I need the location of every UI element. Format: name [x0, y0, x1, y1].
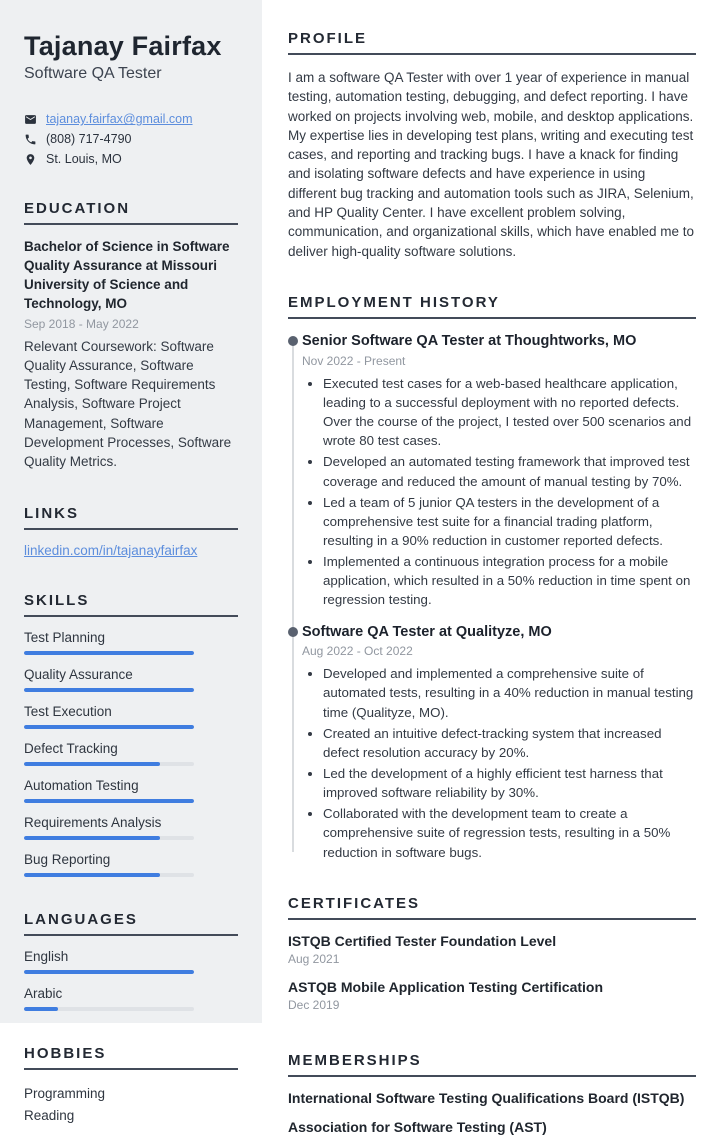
language-name: Arabic: [24, 986, 63, 1002]
job-bullet: • Implemented a continuous integration process for a mobile application, which resulted in a 50% reduction in time spent on regression testing.: [323, 552, 696, 609]
skill-bar-track: [24, 688, 194, 692]
map-pin-icon: [24, 153, 37, 166]
contact-block: [24, 112, 238, 166]
job-bullet: • Executed test cases for a web-based healthcare application, leading to a successful deployment with no reported defects. Over the course of the project, I tested over 500 scenarios and wrote 80 test cases.: [323, 374, 696, 451]
skill-item: [24, 630, 238, 655]
skill-bar-track: [24, 651, 194, 655]
skill-bar-fill: [24, 651, 194, 655]
language-item: [24, 986, 238, 1011]
language-bar-fill: [24, 970, 194, 974]
skill-bar-fill: [24, 688, 194, 692]
job-bullet: • Developed and implemented a comprehensive suite of automated tests, resulting in a 40% reduction in manual testing time (Qualityze, MO).: [323, 664, 696, 721]
hobbies-heading: HOBBIES: [24, 1045, 238, 1070]
membership-item: International Software Testing Qualifications Board (ISTQB): [288, 1089, 685, 1106]
skill-bar-fill: [24, 836, 160, 840]
job-bullet: • Developed an automated testing framework that improved test coverage and reduced the amount of manual testing by 70%.: [323, 452, 696, 490]
skill-item: [24, 852, 238, 877]
job-bullet: • Created an intuitive defect-tracking system that increased defect resolution accuracy by 20%.: [323, 724, 696, 762]
phone-number: (808) 717-4790: [46, 132, 132, 147]
job-bullet: • Led the development of a highly efficient test harness that improved software reliability by 30%.: [323, 764, 696, 802]
hobbies-section: [24, 1045, 238, 1127]
skill-name: Defect Tracking: [24, 741, 118, 757]
job-bullet-list: [323, 664, 696, 861]
skills-section: [24, 592, 238, 877]
employment-heading: EMPLOYMENT HISTORY: [288, 294, 696, 319]
language-bar-fill: [24, 1007, 58, 1011]
skill-name: Test Planning: [24, 630, 106, 646]
certificate-item: [288, 979, 696, 1012]
skill-bar-track: [24, 762, 194, 766]
skills-heading: SKILLS: [24, 592, 238, 617]
membership-item: Association for Software Testing (AST): [288, 1118, 547, 1135]
education-description: Relevant Coursework: Software Quality Assurance, Software Testing, Software Requirements Analysis, Software Project Management, Software Development Processes, Software Quality Metrics.: [24, 338, 232, 469]
skill-name: Bug Reporting: [24, 852, 111, 868]
skill-bar-fill: [24, 725, 194, 729]
job-bullet: • Collaborated with the development team to create a comprehensive suite of regression tests, resulting in a 50% reduction in software bugs.: [323, 804, 696, 861]
job-bullet: • Led a team of 5 junior QA testers in the development of a comprehensive test suite for a financial trading platform, resulting in a 90% reduction in customer reported defects.: [323, 493, 696, 550]
location-text: St. Louis, MO: [46, 152, 122, 167]
skill-name: Requirements Analysis: [24, 815, 162, 831]
skill-bar-track: [24, 873, 194, 877]
language-bar-track: [24, 1007, 194, 1011]
links-heading: LINKS: [24, 505, 238, 530]
certificates-heading: CERTIFICATES: [288, 895, 696, 920]
memberships-heading: MEMBERSHIPS: [288, 1052, 696, 1077]
skill-bar-track: [24, 836, 194, 840]
timeline-dot: [288, 627, 298, 637]
language-item: [24, 949, 238, 974]
sidebar: [0, 0, 262, 1124]
hobbies-list: [24, 1083, 238, 1127]
languages-section: [24, 911, 238, 1011]
job-title: Senior Software QA Tester at Thoughtworks, MO: [302, 332, 637, 349]
skill-bar-fill: [24, 762, 160, 766]
languages-heading: LANGUAGES: [24, 911, 238, 936]
certificate-title: ASTQB Mobile Application Testing Certification: [288, 978, 604, 995]
certificates-section: [288, 895, 696, 1012]
job-entry: [302, 332, 696, 610]
memberships-section: [288, 1052, 696, 1135]
timeline-dot: [288, 336, 298, 346]
language-bar-track: [24, 970, 194, 974]
education-degree: Bachelor of Science in Software Quality Assurance at Missouri University of Science and Technology, MO: [24, 239, 230, 312]
skill-item: [24, 741, 238, 766]
skill-bar-track: [24, 799, 194, 803]
linkedin-link[interactable]: linkedin.com/in/tajanayfairfax: [24, 543, 198, 559]
job-dates: Aug 2022 - Oct 2022: [302, 644, 413, 659]
skill-bar-fill: [24, 799, 194, 803]
languages-list: [24, 949, 238, 1011]
education-heading: EDUCATION: [24, 200, 238, 225]
main-column: [262, 0, 724, 1135]
certificate-item: [288, 933, 696, 966]
education-dates: Sep 2018 - May 2022: [24, 316, 139, 331]
skill-item: [24, 704, 238, 729]
skill-item: [24, 778, 238, 803]
envelope-icon: [24, 113, 37, 126]
profile-text: I am a software QA Tester with over 1 year of experience in manual testing, automation testing, debugging, and defect reporting. I have worked on projects involving web, mobile, and desktop applications. My expertise lies in developing test plans, writing and executing test cases, and reporting and tracking bugs. I have a knack for finding and isolating software defects and have experience in using different bug tracking and automation tools such as JIRA, Selenium, and HP Quality Center. I have excellent problem solving, communication, and organizational skills, which have enabled me to deliver high-quality software solutions.: [288, 70, 694, 259]
profile-section: [288, 30, 696, 261]
certificate-title: ISTQB Certified Tester Foundation Level: [288, 932, 557, 949]
skill-name: Test Execution: [24, 704, 112, 720]
job-entry: [302, 623, 696, 862]
skill-name: Automation Testing: [24, 778, 139, 794]
email-link[interactable]: tajanay.fairfax@gmail.com: [46, 112, 193, 127]
skill-bar-track: [24, 725, 194, 729]
certificate-date: Aug 2021: [288, 951, 340, 966]
education-section: [24, 200, 238, 471]
links-list: [24, 543, 238, 558]
skill-item: [24, 667, 238, 692]
skills-list: [24, 630, 238, 877]
person-name: Tajanay Fairfax: [24, 31, 222, 61]
skill-item: [24, 815, 238, 840]
contact-location-row: [24, 152, 238, 166]
language-name: English: [24, 949, 69, 965]
links-section: [24, 505, 238, 558]
memberships-list: [288, 1090, 696, 1135]
job-dates: Nov 2022 - Present: [302, 353, 406, 368]
certificates-list: [288, 933, 696, 1012]
skill-name: Quality Assurance: [24, 667, 133, 683]
phone-icon: [24, 133, 37, 146]
skill-bar-fill: [24, 873, 160, 877]
employment-timeline: [288, 332, 696, 862]
job-title: Software QA Tester at Qualityze, MO: [302, 623, 552, 640]
contact-phone-row: [24, 132, 238, 146]
contact-email-row: [24, 112, 238, 126]
hobby-item: Programming: [24, 1086, 106, 1102]
profile-heading: PROFILE: [288, 30, 696, 55]
hobby-item: Reading: [24, 1108, 75, 1124]
link-item: [24, 543, 238, 558]
job-bullet-list: [323, 374, 696, 610]
certificate-date: Dec 2019: [288, 997, 340, 1012]
employment-section: [288, 294, 696, 862]
person-job-title: Software QA Tester: [24, 65, 162, 83]
